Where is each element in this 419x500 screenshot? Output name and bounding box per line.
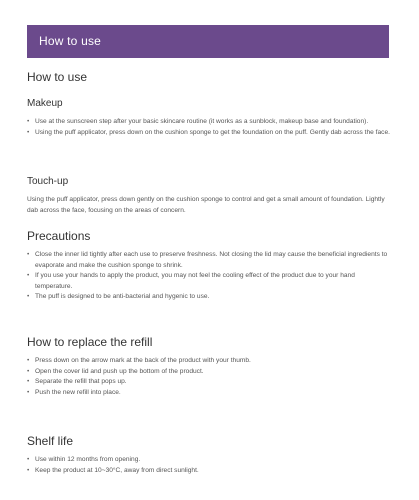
list-item: • Close the inner lid tightly after each use to preserve freshness. Not closing the lid may cause the beneficial ingredients to evaporate and make the cushion sponge to shrink. — [27, 250, 392, 271]
makeup-heading: Makeup — [27, 98, 63, 109]
list-item: • Keep the product at 10~30°C, away from direct sunlight. — [27, 466, 392, 477]
touchup-text: Using the puff applicator, press down gently on the cushion sponge to control and get a small amount of foundation. Lightly dab across the face, focusing on the areas of concern. — [27, 196, 385, 214]
shelf-life-heading: Shelf life — [27, 434, 74, 448]
list-item: • Open the cover lid and push up the bottom of the product. — [27, 367, 392, 378]
list-item: • Using the puff applicator, press down on the cushion sponge to get the foundation on the puff. Gently dab across the face. — [27, 128, 392, 139]
makeup-list — [27, 117, 392, 138]
list-item: • The puff is designed to be anti-bacterial and hygenic to use. — [27, 292, 392, 303]
refill-list — [27, 356, 392, 398]
shelf-life-list — [27, 455, 392, 476]
list-item: • Use at the sunscreen step after your basic skincare routine (it works as a sunblock, makeup base and foundation). — [27, 117, 392, 128]
touchup-heading: Touch-up — [27, 176, 69, 187]
refill-heading: How to replace the refill — [27, 335, 153, 349]
list-item: • If you use your hands to apply the product, you may not feel the cooling effect of the product due to your hand temperature. — [27, 271, 392, 292]
precautions-heading: Precautions — [27, 229, 91, 243]
list-item: • Separate the refill that pops up. — [27, 377, 392, 388]
section-header-bar — [27, 25, 389, 58]
precautions-list — [27, 250, 392, 303]
list-item: • Push the new refill into place. — [27, 388, 392, 399]
list-item: • Press down on the arrow mark at the back of the product with your thumb. — [27, 356, 392, 367]
how-to-use-heading: How to use — [27, 70, 88, 84]
list-item: • Use within 12 months from opening. — [27, 455, 392, 466]
header-title: How to use — [39, 34, 102, 48]
